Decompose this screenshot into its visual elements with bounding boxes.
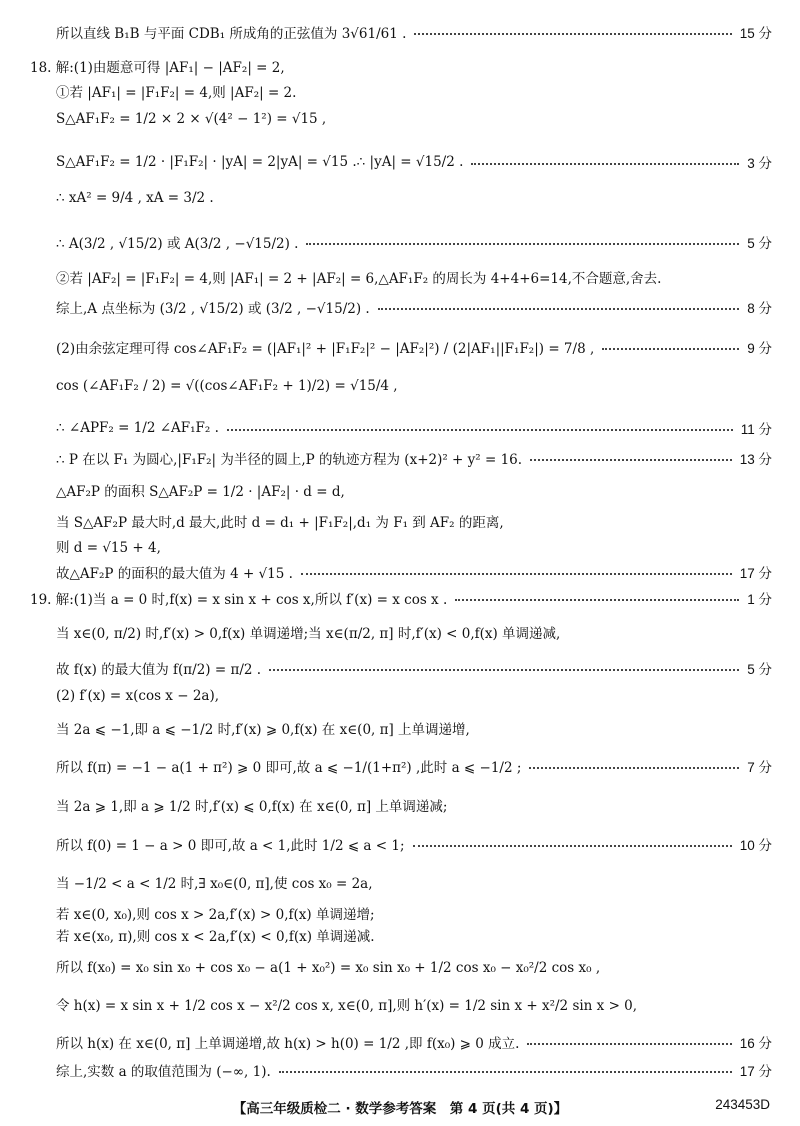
line-text: 所以直线 B₁B 与平面 CDB₁ 所成角的正弦值为 3√61/61 . [56,26,407,42]
question-19-heading: 19. 解:(1)当 a = 0 时,f(x) = x sin x + cos x,所以 f′(x) = x cos x . [30,592,448,608]
line-text: 令 h(x) = x sin x + 1/2 cos x − x²/2 cos x, x∈(0, π],则 h′(x) = 1/2 sin x + x²/2 sin x > 0, [56,998,638,1014]
line-text: cos (∠AF₁F₂ / 2) = √((cos∠AF₁F₂ + 1)/2) = √15/4 , [56,378,398,394]
line-text: ∴ ∠APF₂ = 1/2 ∠AF₁F₂ . [56,420,219,436]
leader-dots [414,33,731,35]
score-mark: 7 分 [747,760,772,775]
solution-line [30,588,772,608]
line-text: 综上,实数 a 的取值范围为 (−∞, 1). [56,1064,271,1080]
score-mark: 3 分 [747,156,772,171]
leader-dots [527,1043,731,1045]
solution-line [56,956,772,976]
score-mark: 10 分 [739,838,772,853]
solution-line [56,337,772,357]
line-text: 当 x∈(0, π/2) 时,f′(x) > 0,f(x) 单调递增;当 x∈(π/2, π] 时,f′(x) < 0,f(x) 单调递减, [56,626,561,642]
score-mark: 1 分 [747,592,772,607]
score-mark: 13 分 [739,452,772,467]
solution-line [56,1032,772,1052]
solution-line [56,688,772,704]
solution-line [56,81,772,101]
footer-title: 【高三年级质检二 · 数学参考答案 第 4 页(共 4 页)】 [232,1101,568,1117]
line-text: 则 d = √15 + 4, [56,540,161,556]
solution-line [56,795,772,815]
score-mark: 9 分 [747,341,772,356]
leader-dots [269,669,739,671]
solution-line [56,925,772,945]
line-text: 所以 f(x₀) = x₀ sin x₀ + cos x₀ − a(1 + x₀²) = x₀ sin x₀ + 1/2 cos x₀ − x₀²/2 cos x₀ , [56,960,601,976]
line-text: ①若 |AF₁| = |F₁F₂| = 4,则 |AF₂| = 2. [56,85,297,101]
line-text: ②若 |AF₂| = |F₁F₂| = 4,则 |AF₁| = 2 + |AF₂| = 6,△AF₁F₂ 的周长为 4+4+6=14,不合题意,舍去. [56,271,662,287]
score-mark: 16 分 [739,1036,772,1051]
solution-line [56,111,772,127]
solution-line [56,511,772,531]
leader-dots [602,348,739,350]
solution-line [56,378,772,394]
solution-line [56,994,772,1014]
solution-line [56,756,772,776]
line-text: (2)由余弦定理可得 cos∠AF₁F₂ = (|AF₁|² + |F₁F₂|² − |AF₂|²) / (2|AF₁||F₁F₂|) = 7/8 , [56,341,595,357]
solution-line [30,56,772,76]
question-18-heading: 18. 解:(1)由题意可得 |AF₁| − |AF₂| = 2, [30,60,285,76]
leader-dots [279,1071,732,1073]
solution-line [56,297,772,317]
score-mark: 5 分 [747,662,772,677]
line-text: 若 x∈(0, x₀),则 cos x > 2a,f′(x) > 0,f(x) 单调递增; [56,907,375,923]
line-text: S△AF₁F₂ = 1/2 · |F₁F₂| · |yA| = 2|yA| = √15 .∴ |yA| = √15/2 . [56,154,464,170]
line-text: 故 f(x) 的最大值为 f(π/2) = π/2 . [56,662,262,678]
document-code: 243453D [715,1097,770,1112]
leader-dots [529,767,739,769]
line-text: 当 −1/2 < a < 1/2 时,∃ x₀∈(0, π],使 cos x₀ = 2a, [56,876,373,892]
solution-line [56,834,772,854]
leader-dots [471,163,739,165]
line-text: △AF₂P 的面积 S△AF₂P = 1/2 · |AF₂| · d = d, [56,484,345,500]
solution-line [56,622,772,642]
solution-line [56,418,772,438]
leader-dots [306,243,739,245]
solution-line [56,872,772,892]
score-mark: 5 分 [747,236,772,251]
leader-dots [378,308,740,310]
solution-line [56,1060,772,1080]
solution-line [56,152,772,172]
line-text: 若 x∈(x₀, π),则 cos x < 2a,f′(x) < 0,f(x) 单调递减. [56,929,375,945]
solution-line [56,658,772,678]
leader-dots [227,429,733,431]
line-text: 当 S△AF₂P 最大时,d 最大,此时 d = d₁ + |F₁F₂|,d₁ 为 F₁ 到 AF₂ 的距离, [56,515,504,531]
solution-line [56,190,772,206]
line-text: 当 2a ⩾ 1,即 a ⩾ 1/2 时,f′(x) ⩽ 0,f(x) 在 x∈(0, π] 上单调递减; [56,799,448,815]
score-mark: 17 分 [739,1064,772,1079]
solution-line [56,536,772,556]
solution-line [56,480,772,500]
line-text: ∴ xA² = 9/4 , xA = 3/2 . [56,190,214,206]
line-text: 所以 f(0) = 1 − a > 0 即可,故 a < 1,此时 1/2 ⩽ a < 1; [56,838,405,854]
leader-dots [413,845,732,847]
solution-line [56,562,772,582]
score-mark: 15 分 [739,26,772,41]
line-text: 当 2a ⩽ −1,即 a ⩽ −1/2 时,f′(x) ⩾ 0,f(x) 在 x∈(0, π] 上单调递增, [56,722,470,738]
score-mark: 8 分 [747,301,772,316]
solution-line [56,232,772,252]
score-mark: 17 分 [739,566,772,581]
line-text: 所以 f(π) = −1 − a(1 + π²) ⩾ 0 即可,故 a ⩽ −1/(1+π²) ,此时 a ⩽ −1/2 ; [56,760,522,776]
line-text: 所以 h(x) 在 x∈(0, π] 上单调递增,故 h(x) > h(0) = 1/2 ,即 f(x₀) ⩾ 0 成立. [56,1036,520,1052]
line-text: ∴ A(3/2 , √15/2) 或 A(3/2 , −√15/2) . [56,236,299,252]
leader-dots [455,599,739,601]
solution-line [56,903,772,923]
line-text: (2) f′(x) = x(cos x − 2a), [56,688,220,704]
solution-line [56,22,772,42]
solution-line [56,718,772,738]
line-text: S△AF₁F₂ = 1/2 × 2 × √(4² − 1²) = √15 , [56,111,327,127]
solution-line [56,267,772,287]
leader-dots [301,573,732,575]
line-text: ∴ P 在以 F₁ 为圆心,|F₁F₂| 为半径的圆上,P 的轨迹方程为 (x+2)² + y² = 16. [56,452,523,468]
leader-dots [530,459,732,461]
line-text: 故△AF₂P 的面积的最大值为 4 + √15 . [56,566,293,582]
line-text: 综上,A 点坐标为 (3/2 , √15/2) 或 (3/2 , −√15/2) . [56,301,370,317]
solution-line [56,448,772,468]
score-mark: 11 分 [740,422,772,437]
